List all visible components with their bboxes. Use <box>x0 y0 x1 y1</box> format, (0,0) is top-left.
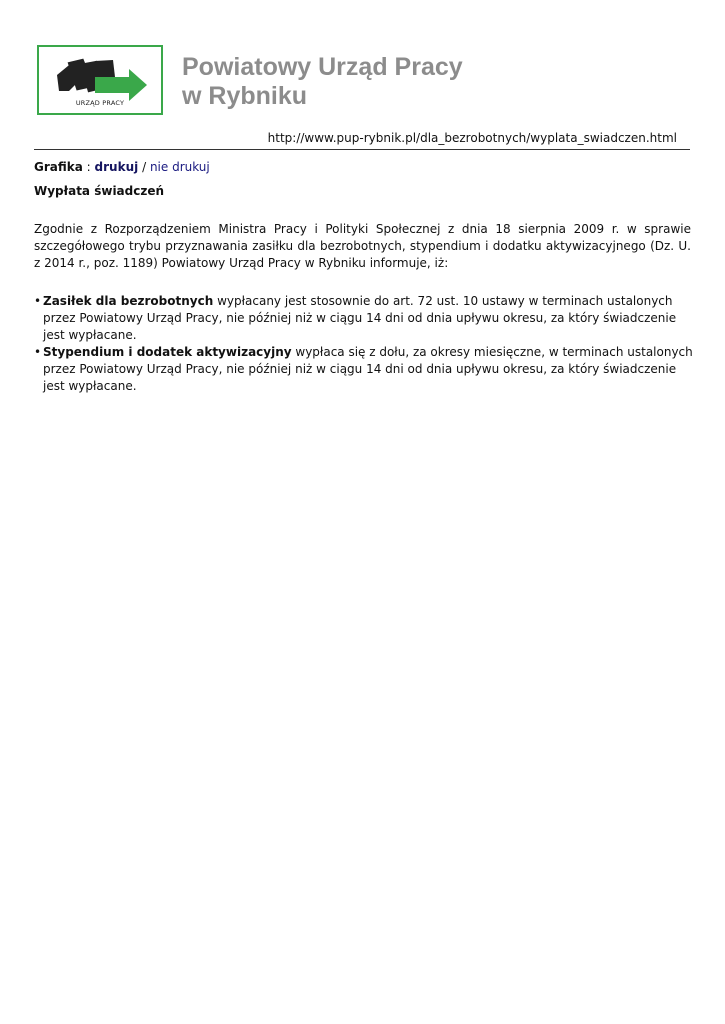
logo-caption: URZĄD PRACY <box>75 99 125 107</box>
list-item-text: wypłaca się z dołu, za okresy miesięczne, w terminach ustalonych przez Powiatowy Urząd Pracy, nie później niż w ciągu 14 dni od dnia upływu okresu, za który świadczenie jest wypłacane. <box>43 345 693 393</box>
organization-name-line2: w Rybniku <box>182 82 308 110</box>
no-print-link[interactable]: nie drukuj <box>149 160 210 174</box>
list-item-title: Zasiłek dla bezrobotnych <box>43 294 214 308</box>
bullet-icon: • <box>34 345 42 359</box>
benefits-list <box>34 293 694 395</box>
print-link[interactable]: drukuj <box>94 160 139 174</box>
graphics-label: Grafika <box>34 160 83 174</box>
list-item <box>34 293 694 344</box>
graphics-separator: : <box>86 160 91 174</box>
list-item <box>34 344 694 395</box>
bullet-icon: • <box>34 294 42 308</box>
intro-paragraph: Zgodnie z Rozporządzeniem Ministra Pracy i Polityki Społecznej z dnia 18 sierpnia 2009 r. w sprawie szczegółowego trybu przyznawania zasiłku dla bezrobotnych, stypendium i dodatku aktywizacyjnego (Dz. U. z 2014 r., poz. 1189) Powiatowy Urząd Pracy w Rybniku informuje, iż: <box>34 222 691 270</box>
link-slash: / <box>142 160 147 174</box>
page-url: http://www.pup-rybnik.pl/dla_bezrobotnych/wyplata_swiadczen.html <box>267 131 677 145</box>
header-divider <box>34 149 690 150</box>
list-item-title: Stypendium i dodatek aktywizacyjny <box>43 345 292 359</box>
page-title: Wypłata świadczeń <box>34 184 165 198</box>
organization-name-line1: Powiatowy Urząd Pracy <box>182 53 463 81</box>
logo <box>37 45 163 115</box>
organization-name <box>182 53 463 111</box>
graphics-toggle <box>34 160 210 175</box>
list-item-text: wypłacany jest stosownie do art. 72 ust. 10 ustawy w terminach ustalonych przez Powiatowy Urząd Pracy, nie później niż w ciągu 14 dni od dnia upływu okresu, za który świadczenie jest wypłacane. <box>43 294 677 342</box>
